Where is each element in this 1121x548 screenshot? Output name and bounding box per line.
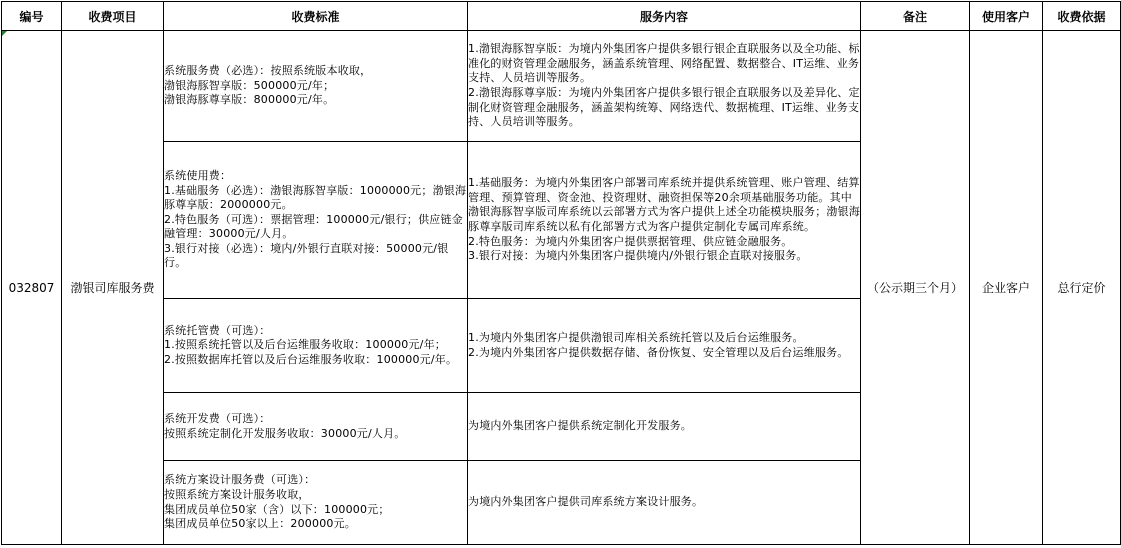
header-code: 编号 [2,2,62,31]
fee-item-name: 渤银司库服务费 [62,31,164,545]
header-item: 收费项目 [62,2,164,31]
service-system-development: 为境内外集团客户提供系统定制化开发服务。 [468,393,861,461]
standard-solution-design: 系统方案设计服务费（可选）： 按照系统方案设计服务收取， 集团成员单位50家（含）以下：100000元； 集团成员单位50家以上：200000元。 [164,461,468,545]
standard-system-development: 系统开发费（可选）： 按照系统定制化开发服务收取：30000元/人月。 [164,393,468,461]
service-system-hosting: 1.为境内外集团客户提供渤银司库相关系统托管以及后台运维服务。 2.为境内外集团客户提供数据存储、备份恢复、安全管理以及后台运维服务。 [468,299,861,393]
standard-system-service: 系统服务费（必选）：按照系统版本收取， 渤银海豚智享版：500000元/年； 渤银海豚尊享版：800000元/年。 [164,31,468,142]
table-row [2,31,1121,142]
standard-system-usage: 系统使用费： 1.基础服务（必选）：渤银海豚智享版：1000000元；渤银海豚尊享版：2000000元。 2.特色服务（可选）：票据管理：100000元/银行；供应链金融管理：30000元/人月。 3.银行对接（必选）：境内/外银行直联对接：50000元/银行。 [164,142,468,299]
service-system-service: 1.渤银海豚智享版：为境内外集团客户提供多银行银企直联服务以及全功能、标准化的财资管理金融服务，涵盖系统管理、网络配置、数据整合、IT运维、业务支持、人员培训等服务。 2.渤银海豚尊享版：为境内外集团客户提供多银行银企直联服务以及差异化、定制化财资管理金融服务，涵盖架构统筹、网络迭代、数据梳理、IT运维、业务支持、人员培训等服务。 [468,31,861,142]
header-basis: 收费依据 [1043,2,1121,31]
fee-table [1,1,1121,545]
customer-cell: 企业客户 [970,31,1043,545]
header-row [2,2,1121,31]
service-solution-design: 为境内外集团客户提供司库系统方案设计服务。 [468,461,861,545]
header-remark: 备注 [861,2,970,31]
header-customer: 使用客户 [970,2,1043,31]
cell-comment-marker [2,31,7,36]
basis-cell: 总行定价 [1043,31,1121,545]
header-service: 服务内容 [468,2,861,31]
standard-system-hosting: 系统托管费（可选）： 1.按照系统托管以及后台运维服务收取：100000元/年； 2.按照数据库托管以及后台运维服务收取：100000元/年。 [164,299,468,393]
service-system-usage: 1.基础服务：为境内外集团客户部署司库系统并提供系统管理、账户管理、结算管理、预算管理、资金池、投资理财、融资担保等20余项基础服务功能。其中渤银海豚智享版司库系统以云部署方式为客户提供上述全功能模块服务；渤银海豚尊享版司库系统以私有化部署方式为客户提供定制化专属司库系统。 2.特色服务：为境内外集团客户提供票据管理、供应链金融服务。 3.银行对接：为境内外集团客户提供境内/外银行银企直联对接服务。 [468,142,861,299]
fee-code: 032807 [2,31,62,545]
header-standard: 收费标准 [164,2,468,31]
remark-cell: （公示期三个月） [861,31,970,545]
